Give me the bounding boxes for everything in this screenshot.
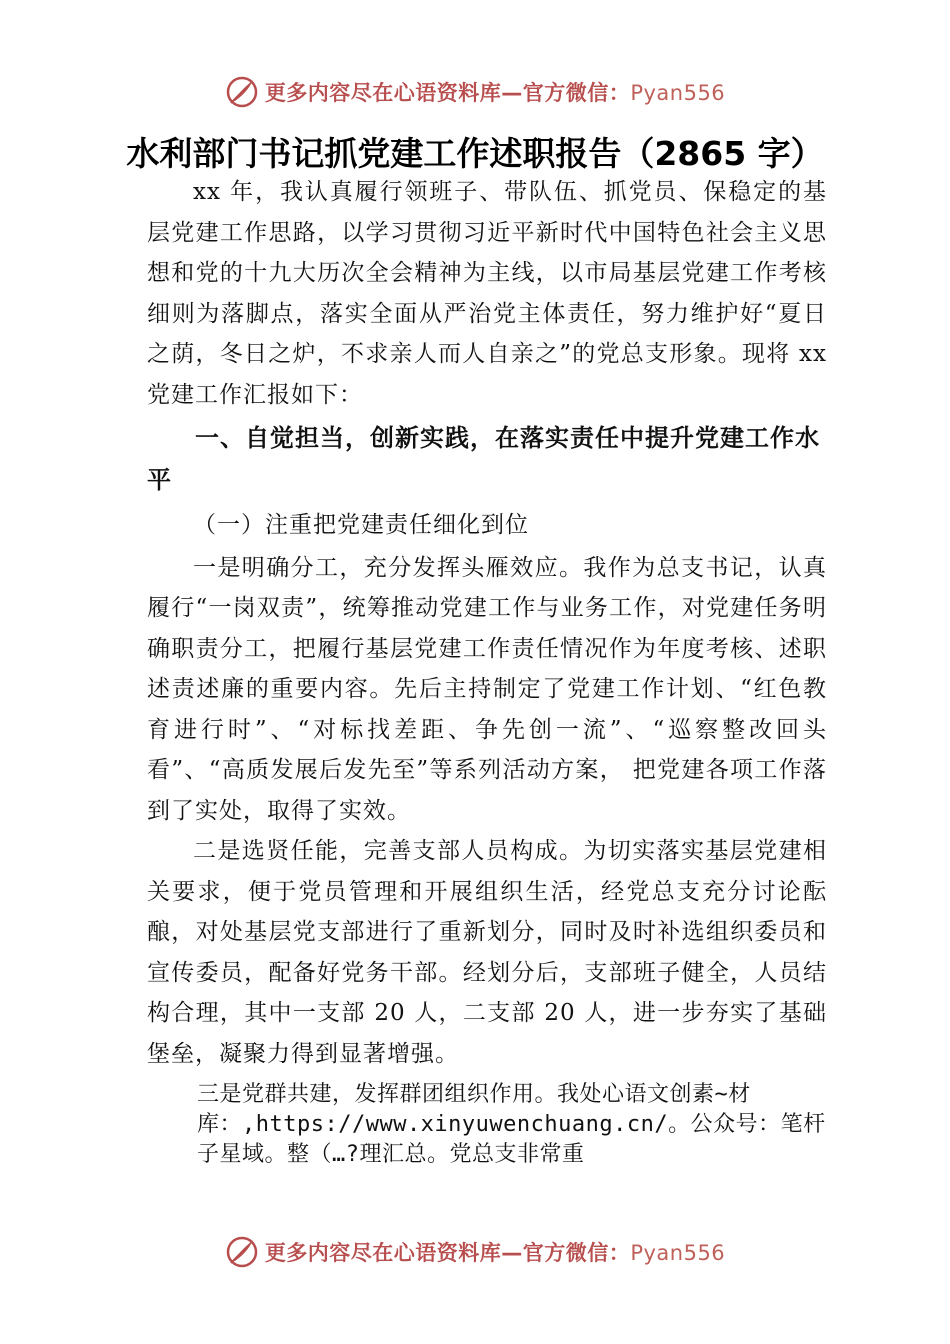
document-body xyxy=(147,172,827,1170)
quill-seal-icon xyxy=(225,1235,259,1269)
watermark-text: 更多内容尽在心语资料库—官方微信：Pyan556 xyxy=(264,1241,726,1265)
wechat-account: Pyan556 xyxy=(630,1241,726,1265)
document-title: 水利部门书记抓党建工作述职报告（2865 字） xyxy=(126,134,824,173)
header-watermark-banner xyxy=(0,72,950,112)
body-paragraph-3: 三是党群共建，发挥群团组织作用。我处心语文创素~材库：,https://www.xinyuwenchuang.cn/。公众号：笔杆子星域。整（…?理汇总。党总支非常重 xyxy=(197,1082,826,1167)
section-heading: 一、自觉担当，创新实践，在落实责任中提升党建工作水平 xyxy=(147,424,820,494)
body-paragraph-1: 一是明确分工，充分发挥头雁效应。我作为总支书记，认真履行“一岗双责”，统筹推动党建工作与业务工作，对党建任务明确职责分工，把履行基层党建工作责任情况作为年度考核、述职述责述廉的重要内容。先后主持制定了党建工作计划、“红色教育进行时”、“对标找差距、争先创一流”、“巡察整改回头看”、“高质发展后发先至”等系列活动方案， 把党建各项工作落到了实处，取得了实效。 xyxy=(147,554,827,824)
body-paragraph-2: 二是选贤任能，完善支部人员构成。为切实落实基层党建相关要求，便于党员管理和开展组织生活，经党总支充分讨论酝酿，对处基层党支部进行了重新划分，同时及时补选组织委员和宣传委员，配备好党务干部。经划分后，支部班子健全，人员结构合理，其中一支部 20 人，二支部 20 人，进一步夯实了基础堡垒，凝聚力得到显著增强。 xyxy=(147,838,827,1067)
footer-watermark-banner xyxy=(0,1232,950,1272)
quill-seal-icon xyxy=(225,75,259,109)
wechat-account: Pyan556 xyxy=(630,81,726,105)
subsection-heading: （一）注重把党建责任细化到位 xyxy=(193,512,529,538)
watermark-text: 更多内容尽在心语资料库—官方微信：Pyan556 xyxy=(264,81,726,105)
intro-paragraph: xx 年，我认真履行领班子、带队伍、抓党员、保稳定的基层党建工作思路，以学习贯彻习近平新时代中国特色社会主义思想和党的十九大历次全会精神为主线，以市局基层党建工作考核细则为落脚点，落实全面从严治党主体责任，努力维护好“夏日之荫，冬日之炉，不求亲人而人自亲之”的党总支形象。现将 xx 党建工作汇报如下： xyxy=(147,179,827,408)
